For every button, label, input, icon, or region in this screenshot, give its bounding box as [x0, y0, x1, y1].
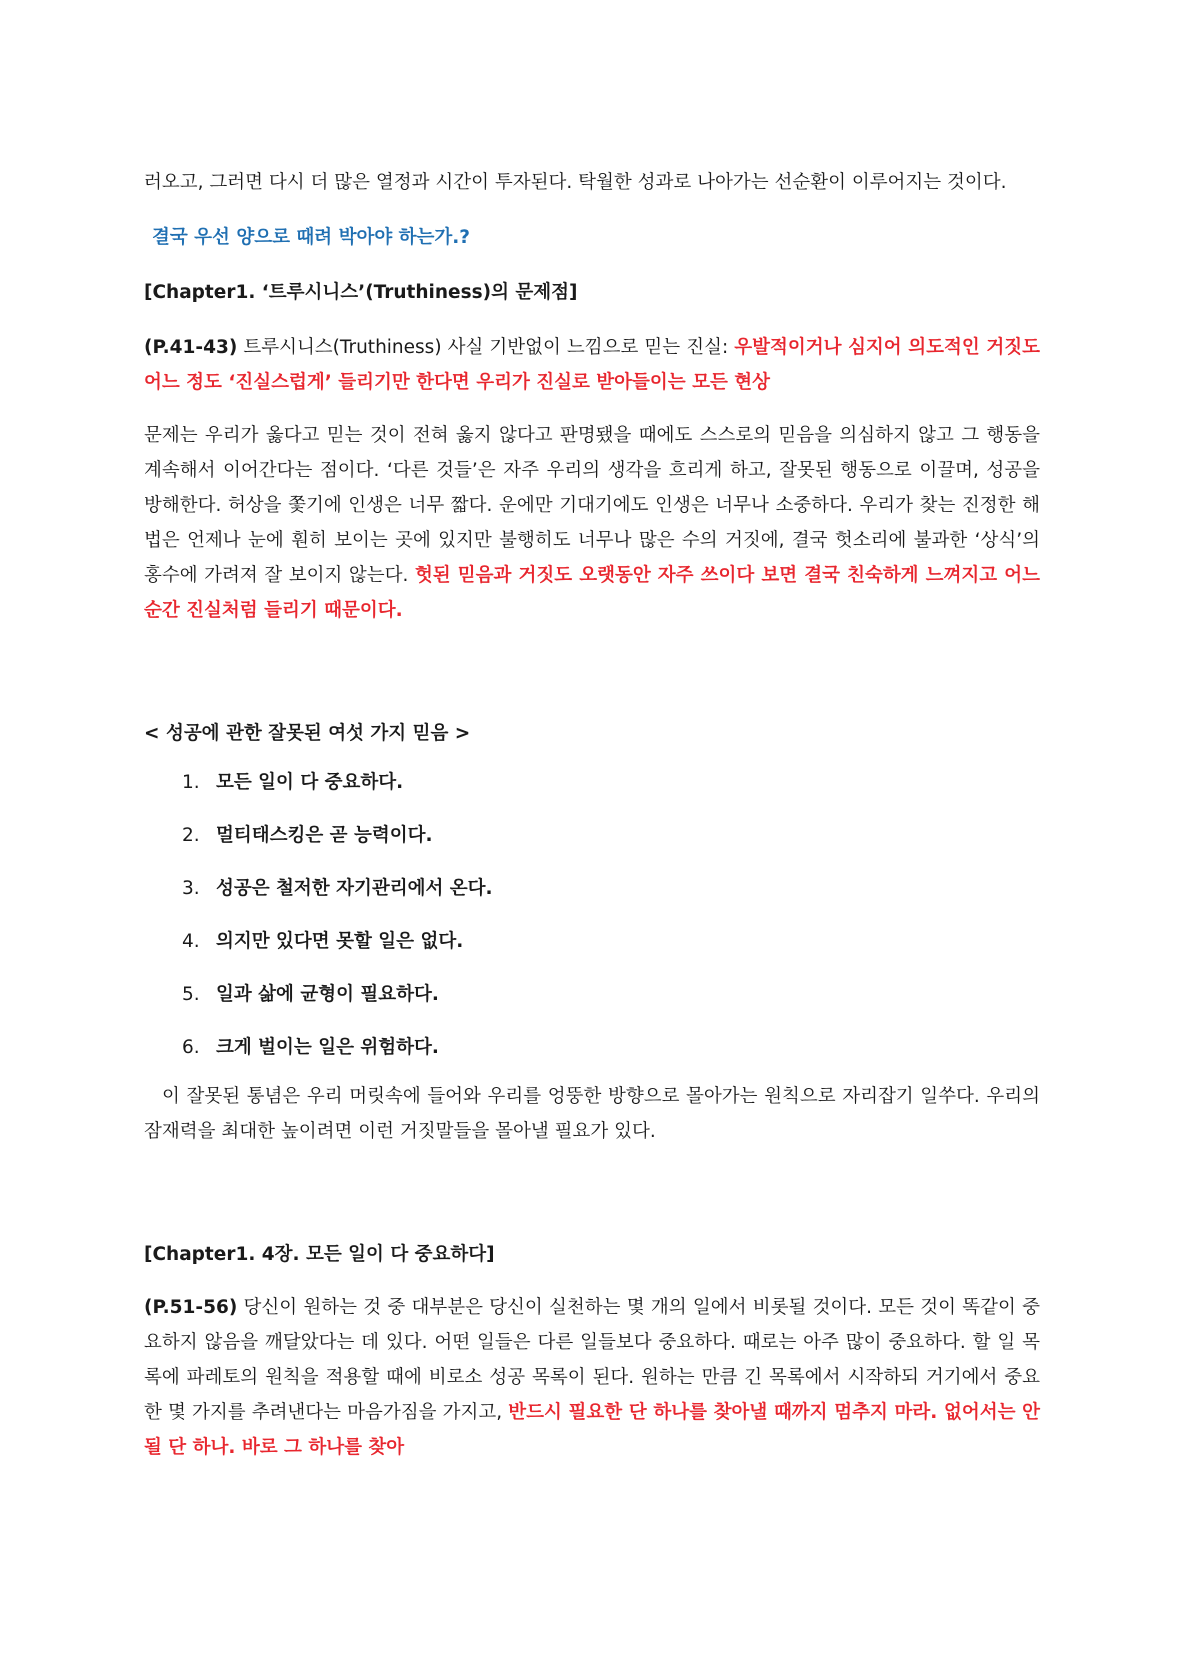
- list-item-number: 6.: [182, 1037, 200, 1058]
- list-item-number: 3.: [182, 878, 200, 899]
- problem-body: 문제는 우리가 옳다고 믿는 것이 전혀 옳지 않다고 판명됐을 때에도 스스로의 믿음을 의심하지 않고 그 행동을 계속해서 이어간다는 점이다. ‘다른 것들’은 자주 우리의 생각을 흐리게 하고, 잘못된 행동으로 이끌며, 성공을 방해한다. 허상을 쫓기에 인생은 너무 짧다. 운에만 기대기에도 인생은 너무나 소중하다. 우리가 찾는 진정한 해법은 언제나 눈에 훤히 보이는 곳에 있지만 불행히도 너무나 많은 수의 거짓에, 결국 헛소리에 불과한 ‘상식’의 홍수에 가려져 잘 보이지 않는다.: [144, 425, 1040, 586]
- list-item-text: 의지만 있다면 못할 일은 없다.: [216, 931, 464, 952]
- list-item-number: 4.: [182, 931, 200, 952]
- list-item-text: 성공은 철저한 자기관리에서 온다.: [216, 878, 493, 899]
- question-heading: 결국 우선 양으로 때려 박아야 하는가.?: [152, 227, 471, 248]
- chapter4-body: 당신이 원하는 것 중 대부분은 당신이 실천하는 몇 개의 일에서 비롯될 것이다. 모든 것이 똑같이 중요하지 않음을 깨달았다는 데 있다. 어떤 일들은 다른 일들보다 중요하다. 때로는 아주 많이 중요하다. 할 일 목록에 파레토의 원칙을 적용할 때에 비로소 성공 목록이 된다. 원하는 만큼 긴 목록에서 시작하되 거기에서 중요한 몇 가지를 추려낸다는 마음가짐을 가지고,: [144, 1297, 1040, 1423]
- list-item-text: 일과 삶에 균형이 필요하다.: [216, 984, 439, 1005]
- truthiness-page-ref: (P.41-43): [144, 337, 238, 358]
- beliefs-summary: 이 잘못된 통념은 우리 머릿속에 들어와 우리를 엉뚱한 방향으로 몰아가는 원칙으로 자리잡기 일쑤다. 우리의 잠재력을 최대한 높이려면 이런 거짓말들을 몰아낼 필요가 있다.: [144, 1086, 1040, 1142]
- list-item-number: 1.: [182, 772, 200, 793]
- chapter4-heading: [Chapter1. 4장. 모든 일이 다 중요하다]: [144, 1244, 495, 1265]
- chapter1-heading: [Chapter1. ‘트루시니스’(Truthiness)의 문제점]: [144, 282, 578, 303]
- list-item: [182, 977, 1040, 1012]
- list-item-number: 5.: [182, 984, 200, 1005]
- list-item-text: 모든 일이 다 중요하다.: [216, 772, 404, 793]
- list-item-text: 멀티태스킹은 곧 능력이다.: [216, 825, 433, 846]
- truthiness-definition: 트루시니스(Truthiness) 사실 기반없이 느낌으로 믿는 진실:: [237, 337, 735, 358]
- chapter4-emphasis: 반드시 필요한 단 하나를 찾아낼 때까지 멈추지 마라. 없어서는 안 될 단 하나. 바로 그 하나를 찾아: [144, 1402, 1040, 1458]
- list-item-number: 2.: [182, 825, 200, 846]
- truthiness-emphasis: 우발적이거나 심지어 의도적인 거짓도 어느 정도 ‘진실스럽게’ 들리기만 한다면 우리가 진실로 받아들이는 모든 현상: [144, 337, 1040, 393]
- list-item-text: 크게 벌이는 일은 위험하다.: [216, 1037, 439, 1058]
- chapter4-page-ref: (P.51-56): [144, 1297, 238, 1318]
- intro-paragraph: 러오고, 그러면 다시 더 많은 열정과 시간이 투자된다. 탁월한 성과로 나아가는 선순환이 이루어지는 것이다.: [144, 172, 1007, 193]
- list-item: [182, 924, 1040, 959]
- problem-paragraph: [144, 418, 1040, 628]
- truthiness-paragraph: [144, 330, 1040, 400]
- list-item: [182, 765, 1040, 800]
- beliefs-heading: < 성공에 관한 잘못된 여섯 가지 믿음 >: [144, 723, 471, 744]
- chapter4-paragraph: [144, 1290, 1040, 1465]
- list-item: [182, 1030, 1040, 1065]
- beliefs-list: [144, 765, 1040, 1065]
- list-item: [182, 871, 1040, 906]
- problem-emphasis: 헛된 믿음과 거짓도 오랫동안 자주 쓰이다 보면 결국 친숙하게 느껴지고 어느 순간 진실처럼 들리기 때문이다.: [144, 565, 1040, 621]
- list-item: [182, 818, 1040, 853]
